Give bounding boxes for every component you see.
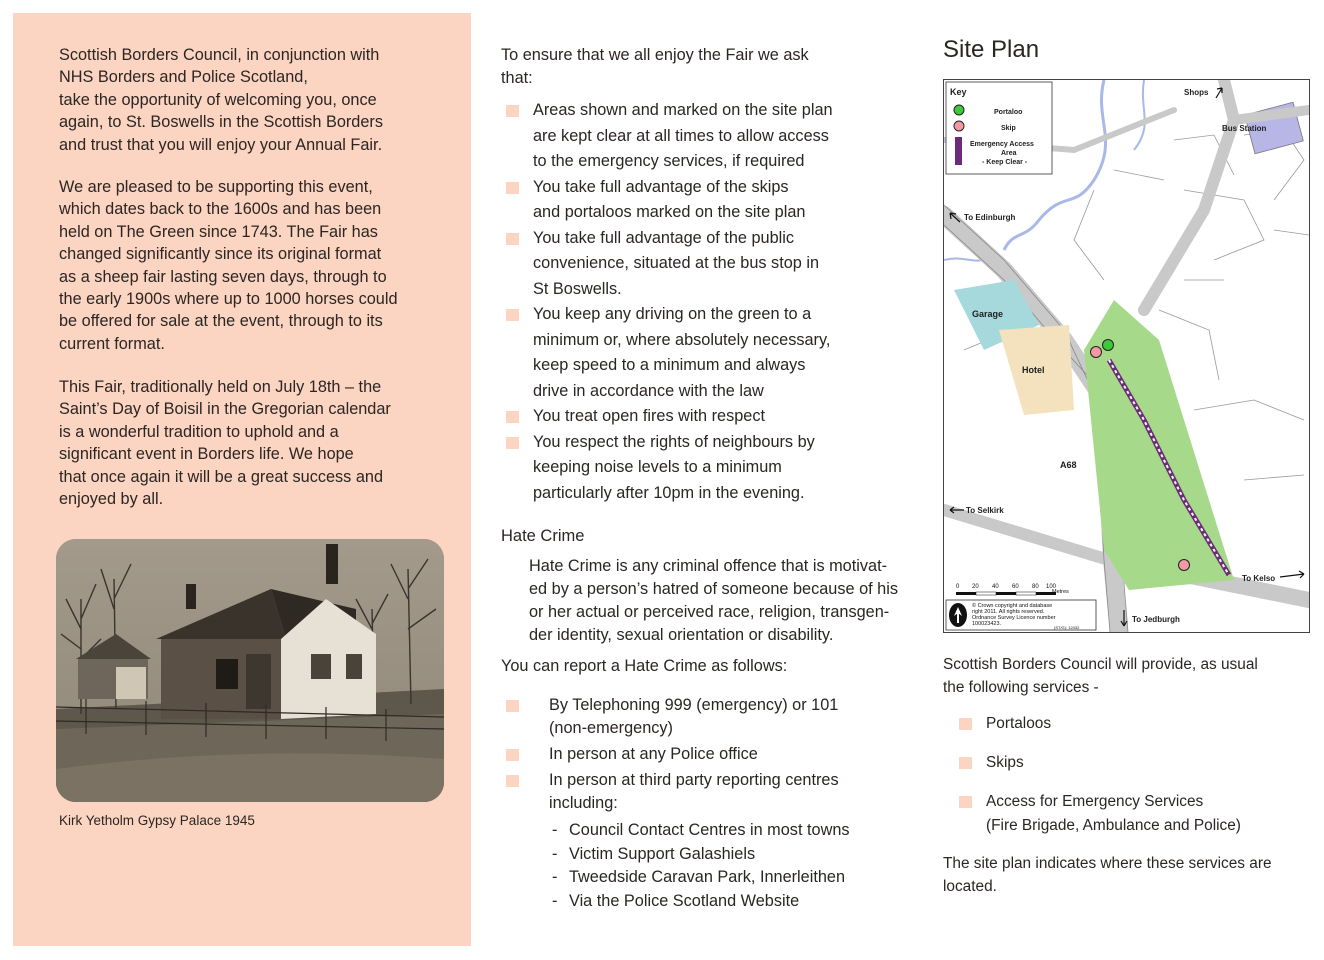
intro-paragraph-1: Scottish Borders Council, in conjunction with NHS Borders and Police Scotland, take the opportunity of welcoming you, once again, to St. Boswells in the Scottish Borders and trust that you will enjoy your Annual Fair.: [59, 46, 383, 154]
map-label-selkirk: To Selkirk: [966, 506, 1004, 515]
rule-item: Areas shown and marked on the site plan are kept clear at all times to allow access to the emergency services, if required: [505, 98, 855, 175]
svg-text:20: 20: [972, 584, 979, 590]
report-heading: You can report a Hate Crime as follows:: [501, 657, 788, 675]
report-item: In person at any Police office: [505, 743, 885, 766]
svg-text:Skip: Skip: [1001, 125, 1016, 132]
bullet-square: [506, 411, 519, 423]
svg-text:Metres: Metres: [1052, 589, 1069, 595]
svg-text:100: 100: [1046, 584, 1057, 590]
svg-text:100023423.: 100023423.: [972, 621, 1002, 627]
rules-list: [505, 98, 855, 506]
intro-panel: [13, 13, 471, 946]
map-label-kelso: To Kelso: [1242, 574, 1276, 583]
emergency-access-icon: [955, 137, 962, 165]
photo-caption: Kirk Yetholm Gypsy Palace 1945: [59, 813, 255, 828]
map-label-shops: Shops: [1184, 88, 1209, 97]
skip-icon: [954, 121, 964, 131]
map-label-a68: A68: [1060, 460, 1077, 470]
bullet-square: [506, 749, 519, 761]
map-label-jedburgh: To Jedburgh: [1132, 615, 1180, 624]
rule-item: You treat open fires with respect: [505, 404, 855, 430]
svg-text:Emergency Access: Emergency Access: [970, 141, 1034, 148]
bullet-square: [959, 796, 972, 808]
svg-text:0: 0: [956, 584, 960, 590]
rule-item: You take full advantage of the public convenience, situated at the bus stop in St Boswells.: [505, 226, 855, 303]
site-plan-title: Site Plan: [943, 36, 1040, 63]
bullet-square: [959, 718, 972, 730]
map-label-edinburgh: To Edinburgh: [964, 213, 1016, 222]
portaloo-icon: [954, 105, 964, 115]
hate-crime-heading: Hate Crime: [501, 527, 585, 545]
services-list: [958, 712, 1308, 853]
bullet-square: [506, 437, 519, 449]
map-key-title: Key: [950, 87, 967, 97]
bullet-square: [506, 309, 519, 321]
report-list: [505, 694, 885, 913]
svg-text:80: 80: [1032, 584, 1039, 590]
service-item: Access for Emergency Services (Fire Brigade, Ambulance and Police): [958, 790, 1308, 838]
bullet-square: [506, 182, 519, 194]
gypsy-palace-photo: [56, 539, 444, 802]
bullet-square: [506, 105, 519, 117]
map-label-hotel: Hotel: [1022, 365, 1045, 375]
map-label-garage: Garage: [972, 309, 1004, 319]
site-plan-map: [943, 79, 1310, 633]
list-item: - Via the Police Scotland Website: [552, 890, 885, 914]
svg-text:Area: Area: [1001, 150, 1017, 157]
svg-text:Ordnance Survey Licence number: Ordnance Survey Licence number: [972, 615, 1056, 621]
service-item: Skips: [958, 751, 1308, 775]
svg-text:60: 60: [1012, 584, 1019, 590]
svg-text:© Crown copyright and database: © Crown copyright and database: [972, 603, 1053, 609]
services-outro: The site plan indicates where these services are located.: [943, 855, 1272, 895]
report-item: In person at third party reporting centres including:: [505, 769, 885, 815]
list-item: - Council Contact Centres in most towns: [552, 819, 885, 843]
scale-bar: [956, 584, 1069, 595]
intro-paragraph-3: This Fair, traditionally held on July 18th – the Saint’s Day of Boisil in the Gregorian calendar is a wonderful tradition to uphold and a significant event in Borders life. We hope that once again it will be a great success and enjoyed by all.: [59, 378, 391, 509]
svg-text:40: 40: [992, 584, 999, 590]
svg-text:Portaloo: Portaloo: [994, 109, 1023, 116]
svg-text:- Keep Clear -: - Keep Clear -: [982, 159, 1028, 166]
rule-item: You take full advantage of the skips and portaloos marked on the site plan: [505, 175, 855, 226]
hate-crime-description: Hate Crime is any criminal offence that is motivat- ed by a person’s hatred of someone because of his or her actual or perceived race, religion, transgen- der identity, sexual orientation or disability.: [529, 557, 898, 644]
service-item: Portaloos: [958, 712, 1308, 736]
list-item: - Victim Support Galashiels: [552, 843, 885, 867]
north-arrow-icon: [949, 603, 967, 627]
bullet-square: [506, 775, 519, 787]
bullet-square: [959, 757, 972, 769]
reporting-centres-list: [552, 819, 885, 913]
report-item: By Telephoning 999 (emergency) or 101 (non-emergency): [505, 694, 885, 740]
map-label-bus-station: Bus Station: [1222, 124, 1267, 133]
intro-paragraph-2: We are pleased to be supporting this event, which dates back to the 1600s and has been held on The Green since 1743. The Fair has changed significantly since its original format as a sheep fair lasting seven days, through to the early 1900s where up to 1000 horses could be offered for sale at the event, through to its current format.: [59, 178, 398, 353]
svg-text:(ST/G): 12432: (ST/G): 12432: [1054, 625, 1080, 630]
rules-intro: To ensure that we all enjoy the Fair we ask that:: [501, 46, 809, 87]
services-intro: Scottish Borders Council will provide, as usual the following services -: [943, 656, 1258, 696]
bullet-square: [506, 700, 519, 712]
svg-text:right 2011. All rights reserve: right 2011. All rights reserved.: [972, 609, 1045, 615]
list-item: - Tweedside Caravan Park, Innerleithen: [552, 866, 885, 890]
rule-item: You keep any driving on the green to a minimum or, where absolutely necessary, keep speed to a minimum and always drive in accordance with the law: [505, 302, 855, 404]
arrow-icon: [1280, 571, 1304, 578]
bullet-square: [506, 233, 519, 245]
rule-item: You respect the rights of neighbours by keeping noise levels to a minimum particularly after 10pm in the evening.: [505, 430, 855, 507]
